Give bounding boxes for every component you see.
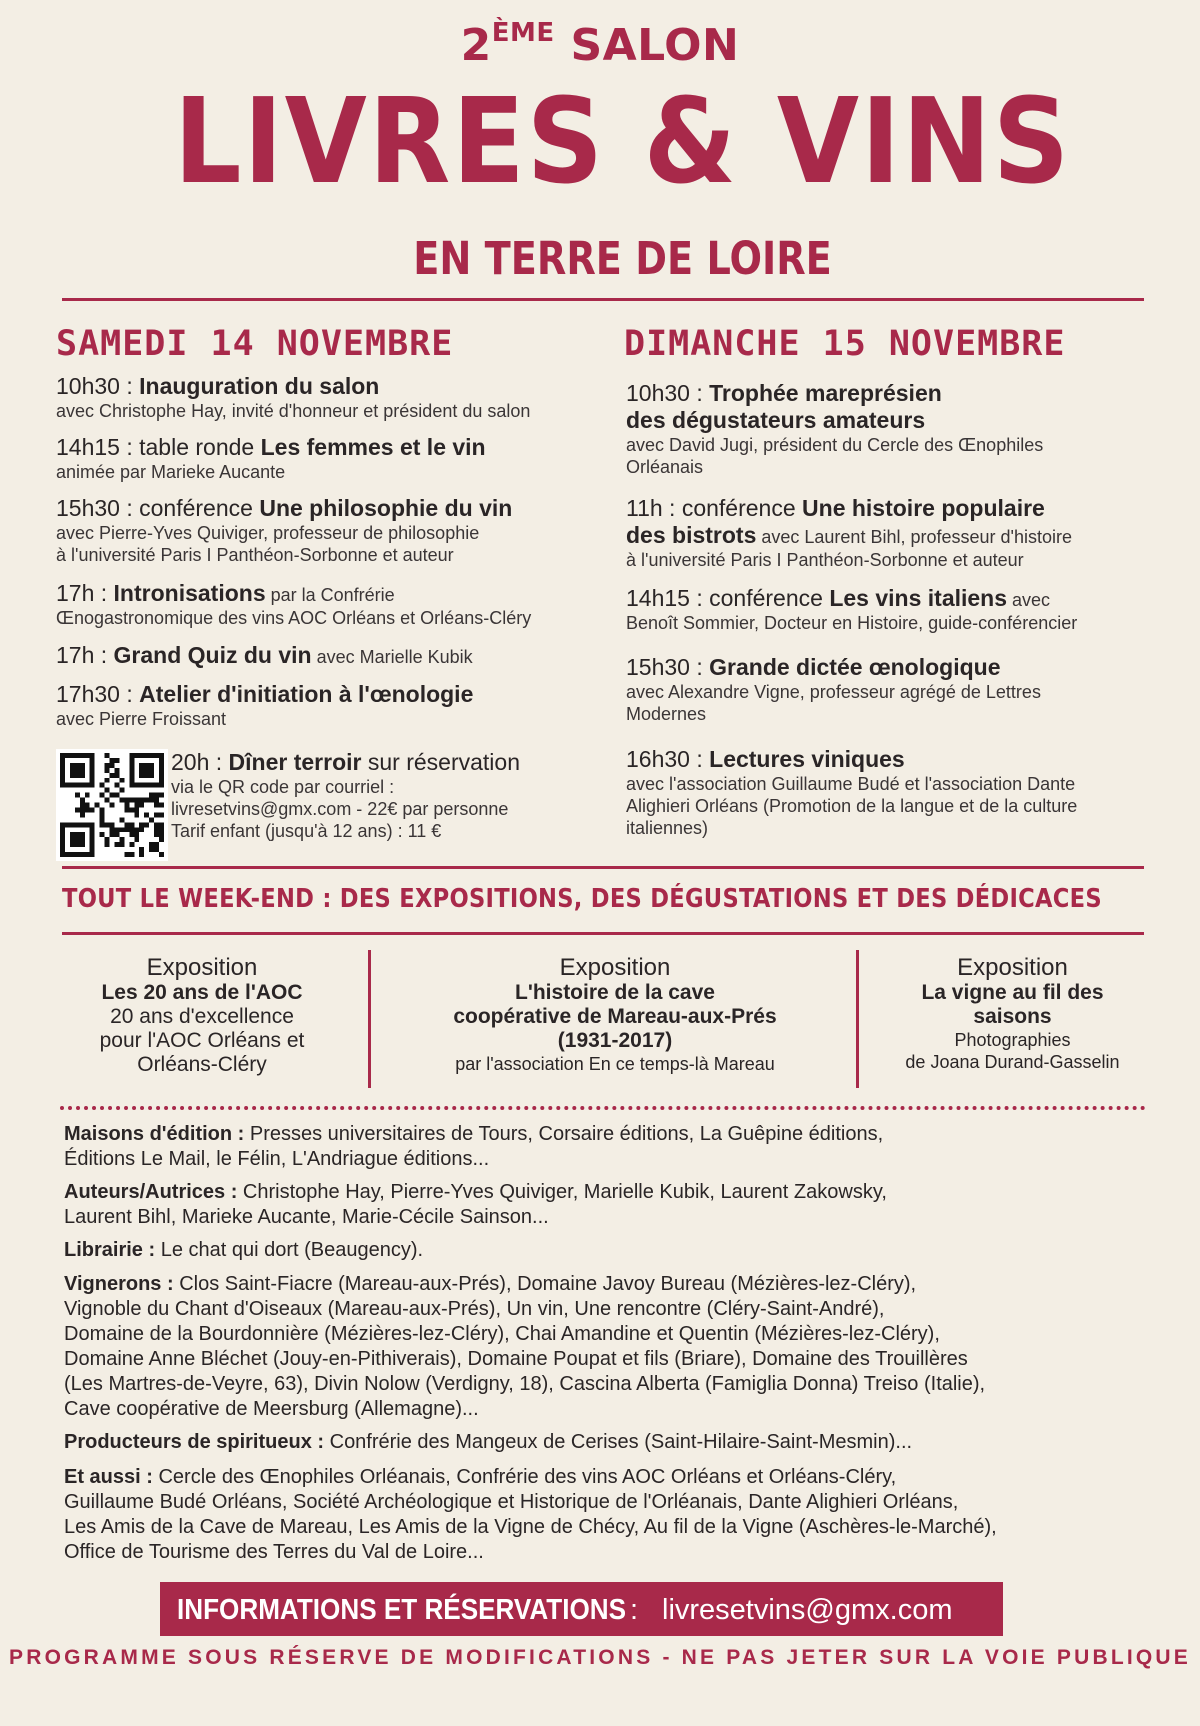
participants-others: Et aussi : Cercle des Œnophiles Orléanais, Confrérie des vins AOC Orléans et Orléans-Cléry, Guillaume Budé Orléans, Société Archéologique et Historique de l'Orléanais, Dante Alighieri Orléans, Les Amis de la Cave de Mareau, Les Amis de la Vigne de Chécy, Au fil de la Vigne (Aschères-le-Marché), Office de Tourisme des Terres du Val de Loire...	[64, 1466, 997, 1563]
edition-label: SALON	[554, 20, 740, 71]
schedule-item: 10h30 : Trophée mareprésien des dégustateurs amateurs avec David Jugi, président du Cercle des Œnophiles Orléanais	[626, 380, 1044, 477]
schedule-item: 15h30 : Grande dictée œnologique avec Alexandre Vigne, professeur agrégé de Lettres Modernes	[626, 654, 1041, 724]
weekend-banner: TOUT LE WEEK-END : DES EXPOSITIONS, DES DÉGUSTATIONS ET DES DÉDICACES	[62, 884, 1102, 914]
participants-authors: Auteurs/Autrices : Christophe Hay, Pierre-Yves Quiviger, Marielle Kubik, Laurent Zakowsky, Laurent Bihl, Marieke Aucante, Marie-Cécile Sainson...	[64, 1181, 887, 1228]
divider-top	[62, 298, 1144, 301]
schedule-item: 15h30 : conférence Une philosophie du vin avec Pierre-Yves Quiviger, professeur de philosophie à l'université Paris I Panthéon-Sorbonne et auteur	[56, 495, 513, 565]
schedule-item: 10h30 : Inauguration du salon avec Christophe Hay, invité d'honneur et président du salon	[56, 373, 531, 421]
participants-bookshop: Librairie : Le chat qui dort (Beaugency).	[64, 1239, 424, 1261]
dinner-item: 20h : Dîner terroir sur réservation via le QR code par courriel : livresetvins@gmx.com - 22€ par personne Tarif enfant (jusqu'à 12 ans) : 11 €	[171, 749, 520, 841]
edition-heading	[0, 20, 1200, 71]
info-separator: :	[630, 1594, 639, 1626]
participants-publishers: Maisons d'édition : Presses universitaires de Tours, Corsaire éditions, La Guêpine éditions, Éditions Le Mail, le Félin, L'Andriague éditions...	[64, 1123, 884, 1170]
saturday-heading: SAMEDI 14 NOVEMBRE	[56, 324, 454, 364]
schedule-item: 14h15 : conférence Les vins italiens avec Benoît Sommier, Docteur en Histoire, guide-conférencier	[626, 585, 1078, 633]
divider-weekend-top	[62, 866, 1144, 869]
poster-title: LIVRES & VINS	[173, 72, 1072, 210]
qr-code-icon	[60, 753, 164, 857]
schedule-item: 17h : Grand Quiz du vin avec Marielle Kubik	[56, 642, 473, 668]
expo-separator	[368, 950, 371, 1088]
footer-disclaimer: PROGRAMME SOUS RÉSERVE DE MODIFICATIONS - NE PAS JETER SUR LA VOIE PUBLIQUE	[9, 1646, 1191, 1669]
schedule-item: 14h15 : table ronde Les femmes et le vin animée par Marieke Aucante	[56, 434, 486, 482]
edition-number: 2	[460, 20, 492, 71]
exhibition-card: Exposition L'histoire de la cave coopérative de Mareau-aux-Prés (1931-2017) par l'association En ce temps-là Mareau	[453, 954, 777, 1074]
schedule-item: 17h : Intronisations par la Confrérie Œnogastronomique des vins AOC Orléans et Orléans-Cléry	[56, 580, 532, 628]
participants-winegrowers: Vignerons : Clos Saint-Fiacre (Mareau-aux-Prés), Domaine Javoy Bureau (Mézières-lez-Cléry), Vignoble du Chant d'Oiseaux (Mareau-aux-Prés), Un vin, Une rencontre (Cléry-Saint-André), Domaine de la Bourdonnière (Mézières-lez-Cléry), Chai Amandine et Quentin (Mézières-lez-Cléry), Domaine Anne Bléchet (Jouy-en-Pithiverais), Domaine Poupat et fils (Briare), Domaine des Trouillères (Les Martres-de-Veyre, 63), Divin Nolow (Verdigny, 18), Cascina Alberta (Famiglia Donna) Treiso (Italie), Cave coopérative de Meersburg (Allemagne)...	[64, 1273, 986, 1420]
info-label: INFORMATIONS ET RÉSERVATIONS	[177, 1594, 627, 1626]
edition-ordinal: ÈME	[491, 18, 555, 48]
info-banner	[160, 1582, 1003, 1636]
poster-subtitle: EN TERRE DE LOIRE	[413, 232, 832, 285]
schedule-item: 16h30 : Lectures viniques avec l'association Guillaume Budé et l'association Dante Alighieri Orléans (Promotion de la langue et de la culture italiennes)	[626, 746, 1078, 838]
schedule-item: 11h : conférence Une histoire populaire des bistrots avec Laurent Bihl, professeur d'histoire à l'université Paris I Panthéon-Sorbonne et auteur	[626, 495, 1072, 570]
qr-code[interactable]	[56, 749, 168, 861]
info-email-link[interactable]: livresetvins@gmx.com	[662, 1594, 953, 1626]
schedule-item: 17h30 : Atelier d'initiation à l'œnologie avec Pierre Froissant	[56, 681, 474, 729]
divider-weekend-bottom	[62, 932, 1144, 935]
sunday-heading: DIMANCHE 15 NOVEMBRE	[624, 324, 1066, 364]
exhibition-card: Exposition Les 20 ans de l'AOC 20 ans d'excellence pour l'AOC Orléans et Orléans-Cléry	[99, 954, 305, 1076]
expo-separator	[856, 950, 859, 1088]
exhibition-card: Exposition La vigne au fil des saisons Photographies de Joana Durand-Gasselin	[905, 954, 1120, 1072]
participants-spirits: Producteurs de spiritueux : Confrérie des Mangeux de Cerises (Saint-Hilaire-Saint-Mesmin)...	[64, 1431, 913, 1453]
dotted-divider	[60, 1106, 1146, 1110]
